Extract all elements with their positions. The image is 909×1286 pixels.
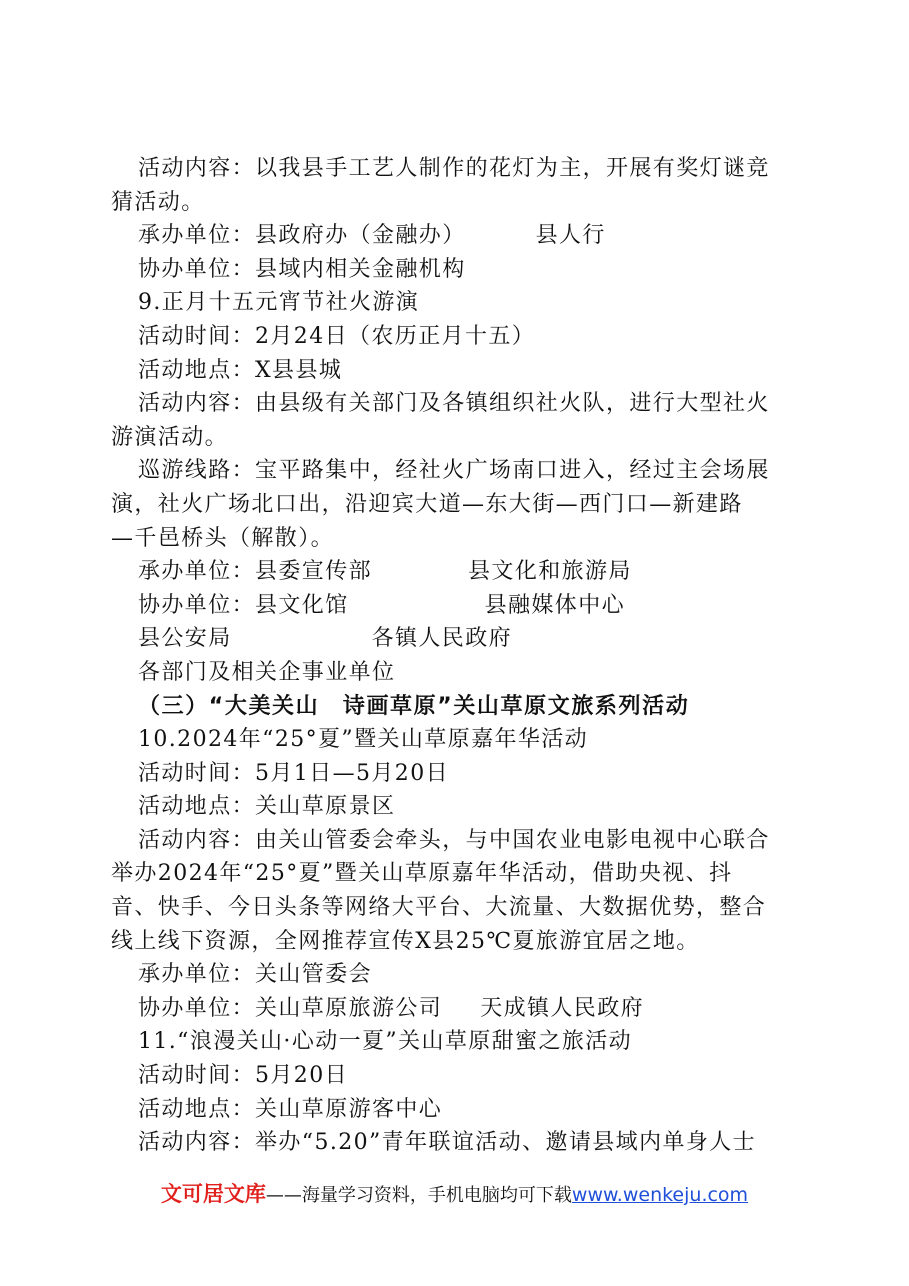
paragraph-line: 活动时间：2月24日（农历正月十五） xyxy=(138,323,536,349)
paragraph-line: 猜活动。 xyxy=(111,189,205,215)
paragraph-line: 活动地点：关山草原景区 xyxy=(138,794,396,820)
organizer-label: 承办单位：县政府办（金融办） xyxy=(138,223,466,249)
co-organizer-extra: 各镇人民政府 xyxy=(371,626,513,652)
paragraph-line: 活动内容：由县级有关部门及各镇组织社火队，进行大型社火 xyxy=(138,391,770,417)
paragraph-line: 举办2024年“25°夏”暨关山草原嘉年华活动，借助央视、抖 xyxy=(111,861,733,887)
organizer-extra: 县人行 xyxy=(535,223,606,249)
section-heading: （三）“大美关山 诗画草原”关山草原文旅系列活动 xyxy=(138,693,690,719)
footer-banner xyxy=(0,1178,909,1208)
brand-name: 文可居文库 xyxy=(160,1182,266,1206)
paragraph-line xyxy=(138,589,808,623)
paragraph-line: 协办单位：县域内相关金融机构 xyxy=(138,256,466,282)
paragraph-line: 线上线下资源，全网推荐宣传X县25℃夏旅游宜居之地。 xyxy=(111,928,700,954)
organizer-label: 承办单位：县委宣传部 xyxy=(138,559,373,585)
paragraph-line xyxy=(138,622,808,656)
item-heading: 11.“浪漫关山·心动一夏”关山草原甜蜜之旅活动 xyxy=(138,1029,633,1055)
paragraph-line: 活动内容：举办“5.20”青年联谊活动、邀请县域内单身人士 xyxy=(138,1130,757,1156)
paragraph-line: 巡游线路：宝平路集中，经社火广场南口进入，经过主会场展 xyxy=(138,458,770,484)
paragraph-line: 各部门及相关企事业单位 xyxy=(138,659,396,685)
paragraph-line: 活动时间：5月1日—5月20日 xyxy=(138,760,449,786)
co-organizer-extra: 县公安局 xyxy=(138,626,232,652)
paragraph-line: 活动地点：X县县城 xyxy=(138,357,343,383)
footer-link[interactable]: www.wenkeju.com xyxy=(571,1184,749,1206)
paragraph-line: 音、快手、今日头条等网络大平台、大流量、大数据优势，整合 xyxy=(111,895,767,921)
item-heading: 9.正月十五元宵节社火游演 xyxy=(138,290,420,316)
paragraph-line xyxy=(138,219,808,253)
paragraph-line xyxy=(138,555,808,589)
co-organizer-extra: 天成镇人民政府 xyxy=(480,995,645,1021)
co-organizer-label: 协办单位：县文化馆 xyxy=(138,592,349,618)
document-body xyxy=(111,152,808,1160)
paragraph-line: 活动时间：5月20日 xyxy=(138,1063,348,1089)
paragraph-line: 活动地点：关山草原游客中心 xyxy=(138,1096,443,1122)
paragraph-line: 承办单位：关山管委会 xyxy=(138,962,373,988)
paragraph-line xyxy=(138,992,808,1026)
paragraph-line: 演，社火广场北口出，沿迎宾大道—东大街—西门口—新建路 xyxy=(111,491,743,517)
footer-dash: —— xyxy=(265,1185,302,1206)
co-organizer-label: 协办单位：关山草原旅游公司 xyxy=(138,995,443,1021)
paragraph-line: 活动内容：由关山管委会牵头，与中国农业电影电视中心联合 xyxy=(138,827,770,853)
paragraph-line: 游演活动。 xyxy=(111,424,229,450)
item-heading: 10.2024年“25°夏”暨关山草原嘉年华活动 xyxy=(138,727,589,753)
co-organizer-extra: 县融媒体中心 xyxy=(484,592,626,618)
paragraph-line: —千邑桥头（解散）。 xyxy=(111,525,335,551)
paragraph-line: 活动内容：以我县手工艺人制作的花灯为主，开展有奖灯谜竞 xyxy=(138,156,770,181)
organizer-extra: 县文化和旅游局 xyxy=(468,559,632,585)
footer-slogan: 海量学习资料，手机电脑均可下载 xyxy=(301,1185,572,1206)
